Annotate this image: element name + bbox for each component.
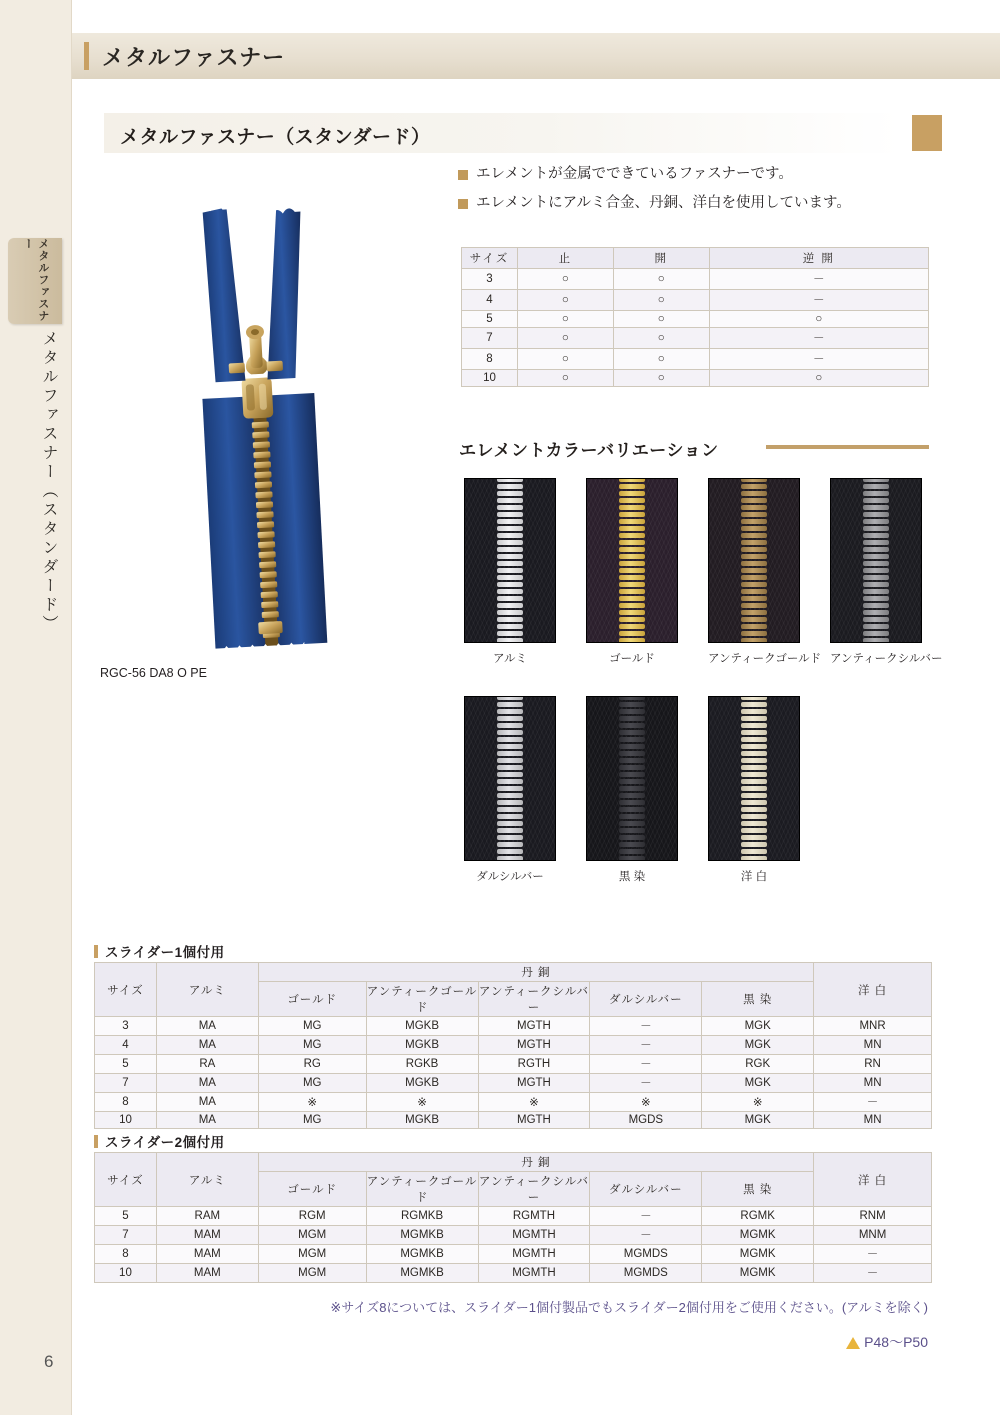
section-title-accent-square <box>912 115 942 151</box>
cell: MGMDS <box>590 1245 702 1264</box>
cell: RGMTH <box>478 1207 590 1226</box>
cell: RA <box>156 1055 258 1074</box>
cell: MGTH <box>478 1074 590 1093</box>
cell: ○ <box>518 370 614 387</box>
swatch-image <box>586 696 678 861</box>
cell: MGMKB <box>366 1245 478 1264</box>
cell: MGM <box>258 1264 366 1283</box>
table-row <box>462 349 929 370</box>
swatch-label: 洋 白 <box>740 871 768 883</box>
cell: － <box>590 1017 702 1036</box>
product-photo <box>100 166 430 656</box>
swatch-label: アンティークゴールド <box>708 653 822 665</box>
section-title: メタルファスナー（スタンダード） <box>120 127 431 148</box>
cell: 7 <box>95 1226 157 1245</box>
cell: RAM <box>156 1207 258 1226</box>
cell: 5 <box>95 1207 157 1226</box>
table-row <box>95 1093 932 1112</box>
page-reference-label: P48～P50 <box>864 1334 928 1350</box>
cell: － <box>709 328 928 349</box>
cell: RGMKB <box>366 1207 478 1226</box>
cell: MGKB <box>366 1036 478 1055</box>
cell: ○ <box>518 269 614 290</box>
cell: MGM <box>258 1226 366 1245</box>
cell: 8 <box>95 1245 157 1264</box>
color-swatch-黒染 <box>586 696 678 884</box>
slider2-table <box>94 1152 932 1283</box>
cell: ※ <box>478 1093 590 1112</box>
zipper-teeth <box>863 479 889 643</box>
cell: RGM <box>258 1207 366 1226</box>
cell: MGMK <box>702 1245 814 1264</box>
color-swatch-アルミ <box>464 478 556 666</box>
cell: MGMK <box>702 1226 814 1245</box>
table-row <box>462 269 929 290</box>
column-header: アンティークゴールド <box>366 982 478 1017</box>
cell: MGK <box>702 1074 814 1093</box>
cell: MN <box>814 1112 932 1129</box>
color-swatch-アンティークシルバー <box>830 478 943 666</box>
cell: ※ <box>590 1093 702 1112</box>
cell: MG <box>258 1112 366 1129</box>
cell: ○ <box>613 290 709 311</box>
cell: RN <box>814 1055 932 1074</box>
cell: MGMK <box>702 1264 814 1283</box>
cell: ○ <box>709 370 928 387</box>
cell: MGMTH <box>478 1245 590 1264</box>
cell: ※ <box>702 1093 814 1112</box>
feature-bullet-list <box>458 165 958 222</box>
column-header: ゴールド <box>258 1172 366 1207</box>
list-item <box>458 165 958 185</box>
swatch-image <box>464 696 556 861</box>
cell: RG <box>258 1055 366 1074</box>
table-row <box>95 1207 932 1226</box>
cell: ○ <box>613 269 709 290</box>
zipper-teeth <box>497 479 523 643</box>
column-header: アルミ <box>156 1153 258 1207</box>
page-header-title: メタルファスナー <box>102 45 286 70</box>
table-header-row <box>462 248 929 269</box>
cell: － <box>814 1245 932 1264</box>
table-row <box>95 1112 932 1129</box>
column-header: 黒 染 <box>702 982 814 1017</box>
zipper-teeth <box>619 479 645 643</box>
column-header: 止 <box>518 248 614 269</box>
side-tab-label: メタルファスナー <box>22 238 49 322</box>
bullet-text: エレメントにアルミ合金、丹銅、洋白を使用しています。 <box>476 194 851 211</box>
cell: 8 <box>95 1093 157 1112</box>
cell: 10 <box>462 370 518 387</box>
cell: 3 <box>462 269 518 290</box>
zipper-teeth <box>741 697 767 861</box>
cell: － <box>709 290 928 311</box>
cell: MGTH <box>478 1017 590 1036</box>
column-header: ダルシルバー <box>590 1172 702 1207</box>
table-header-row <box>95 963 932 982</box>
footnote-row <box>0 1297 1000 1316</box>
cell: 4 <box>462 290 518 311</box>
side-tab-metal-fastener[interactable] <box>8 238 62 324</box>
table-header-row <box>95 1153 932 1172</box>
cell: MGK <box>702 1112 814 1129</box>
column-header: サイズ <box>462 248 518 269</box>
color-swatch-アンティークゴールド <box>708 478 822 666</box>
cell: RGTH <box>478 1055 590 1074</box>
swatch-image <box>464 478 556 643</box>
column-header: 洋 白 <box>814 963 932 1017</box>
cell: － <box>590 1055 702 1074</box>
column-header: ダルシルバー <box>590 982 702 1017</box>
column-group-header: 丹 銅 <box>258 1153 813 1172</box>
cell: MG <box>258 1017 366 1036</box>
cell: RGKB <box>366 1055 478 1074</box>
cell: 7 <box>95 1074 157 1093</box>
cell: MGKB <box>366 1112 478 1129</box>
zipper-teeth <box>741 479 767 643</box>
cell: MA <box>156 1112 258 1129</box>
cell: － <box>814 1264 932 1283</box>
cell: 10 <box>95 1112 157 1129</box>
swatch-label: ゴールド <box>609 653 655 665</box>
swatch-image <box>830 478 922 643</box>
page-reference[interactable] <box>846 1332 928 1352</box>
cell: 4 <box>95 1036 157 1055</box>
color-swatch-ダルシルバー <box>464 696 556 884</box>
slider1-title-text: スライダー1個付用 <box>105 945 225 960</box>
table-row <box>95 1036 932 1055</box>
cell: 5 <box>462 311 518 328</box>
cell: MNM <box>814 1226 932 1245</box>
cell: MA <box>156 1093 258 1112</box>
cell: ○ <box>613 370 709 387</box>
cell: MN <box>814 1074 932 1093</box>
left-margin-divider <box>71 0 72 1415</box>
zipper-illustration <box>100 166 430 656</box>
table-row <box>462 370 929 387</box>
bullet-text: エレメントが金属でできているファスナーです。 <box>476 166 793 182</box>
heading-rule <box>766 445 929 449</box>
column-header: 洋 白 <box>814 1153 932 1207</box>
cell: ○ <box>613 328 709 349</box>
cell: MGKB <box>366 1017 478 1036</box>
cell: MAM <box>156 1245 258 1264</box>
cell: MGMKB <box>366 1226 478 1245</box>
table-row <box>95 1017 932 1036</box>
footnote-text: ※サイズ8については、スライダー1個付製品でもスライダー2個付用をご使用ください。(アルミを除く) <box>330 1300 928 1315</box>
cell: MNR <box>814 1017 932 1036</box>
cell: MG <box>258 1074 366 1093</box>
cell: MGMTH <box>478 1226 590 1245</box>
cell: MN <box>814 1036 932 1055</box>
cell: MGKB <box>366 1074 478 1093</box>
column-header: アンティークゴールド <box>366 1172 478 1207</box>
cell: － <box>590 1036 702 1055</box>
cell: ○ <box>709 311 928 328</box>
cell: ※ <box>258 1093 366 1112</box>
swatch-label: ダルシルバー <box>476 871 544 883</box>
zipper-teeth <box>619 697 645 861</box>
cell: RGMK <box>702 1207 814 1226</box>
cell: MA <box>156 1074 258 1093</box>
slider1-table <box>94 962 932 1129</box>
cell: 8 <box>462 349 518 370</box>
cell: RNM <box>814 1207 932 1226</box>
cell: 5 <box>95 1055 157 1074</box>
cell: MGK <box>702 1036 814 1055</box>
swatch-label: 黒 染 <box>618 871 646 883</box>
cell: 7 <box>462 328 518 349</box>
cell: － <box>590 1074 702 1093</box>
bullet-square-icon <box>458 170 468 180</box>
table-row <box>95 1245 932 1264</box>
list-item <box>458 194 958 214</box>
side-vertical-title: メタルファスナー（スタンダード） <box>40 330 57 634</box>
bullet-square-icon <box>458 199 468 209</box>
cell: MA <box>156 1017 258 1036</box>
cell: － <box>590 1226 702 1245</box>
column-header: 開 <box>613 248 709 269</box>
cell: MGMKB <box>366 1264 478 1283</box>
cell: MGM <box>258 1245 366 1264</box>
swatch-image <box>708 696 800 861</box>
cell: MAM <box>156 1226 258 1245</box>
section-title-band <box>100 113 900 153</box>
cell: － <box>590 1207 702 1226</box>
slider2-section-title <box>94 1131 225 1151</box>
section-marker <box>94 1135 98 1148</box>
cell: MA <box>156 1036 258 1055</box>
column-header: サイズ <box>95 963 157 1017</box>
column-header: ゴールド <box>258 982 366 1017</box>
swatch-image <box>708 478 800 643</box>
color-swatch-洋白 <box>708 696 800 884</box>
page-number: 6 <box>44 1352 54 1371</box>
cell: MGMTH <box>478 1264 590 1283</box>
cell: MGTH <box>478 1036 590 1055</box>
table-row <box>462 290 929 311</box>
swatch-label: アンティークシルバー <box>830 653 943 665</box>
page-header-band <box>72 33 1000 79</box>
table-row <box>95 1226 932 1245</box>
column-header: サイズ <box>95 1153 157 1207</box>
header-accent-bar <box>84 42 89 70</box>
table-row <box>95 1055 932 1074</box>
cell: ※ <box>366 1093 478 1112</box>
swatch-image <box>586 478 678 643</box>
cell: ○ <box>518 328 614 349</box>
color-swatch-ゴールド <box>586 478 678 666</box>
element-color-heading: エレメントカラーバリエーション <box>459 441 719 460</box>
column-header: 逆 開 <box>709 248 928 269</box>
table-row <box>95 1074 932 1093</box>
cell: MG <box>258 1036 366 1055</box>
cell: ○ <box>613 349 709 370</box>
column-header: アルミ <box>156 963 258 1017</box>
warning-triangle-icon <box>846 1337 860 1349</box>
cell: ○ <box>518 290 614 311</box>
cell: － <box>814 1093 932 1112</box>
cell: MGMDS <box>590 1264 702 1283</box>
cell: RGK <box>702 1055 814 1074</box>
left-margin-strip <box>0 0 72 1415</box>
cell: － <box>709 349 928 370</box>
product-photo-caption: RGC-56 DA8 O PE <box>100 666 207 680</box>
section-marker <box>94 945 98 958</box>
cell: ○ <box>613 311 709 328</box>
column-header: 黒 染 <box>702 1172 814 1207</box>
cell: MAM <box>156 1264 258 1283</box>
cell: MGTH <box>478 1112 590 1129</box>
column-header: アンティークシルバー <box>478 982 590 1017</box>
table-row <box>462 311 929 328</box>
cell: 3 <box>95 1017 157 1036</box>
column-header: アンティークシルバー <box>478 1172 590 1207</box>
slider1-section-title <box>94 941 225 961</box>
cell: ○ <box>518 349 614 370</box>
cell: － <box>709 269 928 290</box>
cell: MGDS <box>590 1112 702 1129</box>
swatch-label: アルミ <box>492 653 528 665</box>
zipper-teeth <box>497 697 523 861</box>
column-group-header: 丹 銅 <box>258 963 813 982</box>
cell: ○ <box>518 311 614 328</box>
slider2-title-text: スライダー2個付用 <box>105 1135 225 1150</box>
cell: MGK <box>702 1017 814 1036</box>
table-row <box>95 1264 932 1283</box>
cell: 10 <box>95 1264 157 1283</box>
table-row <box>462 328 929 349</box>
size-availability-table <box>461 247 929 387</box>
